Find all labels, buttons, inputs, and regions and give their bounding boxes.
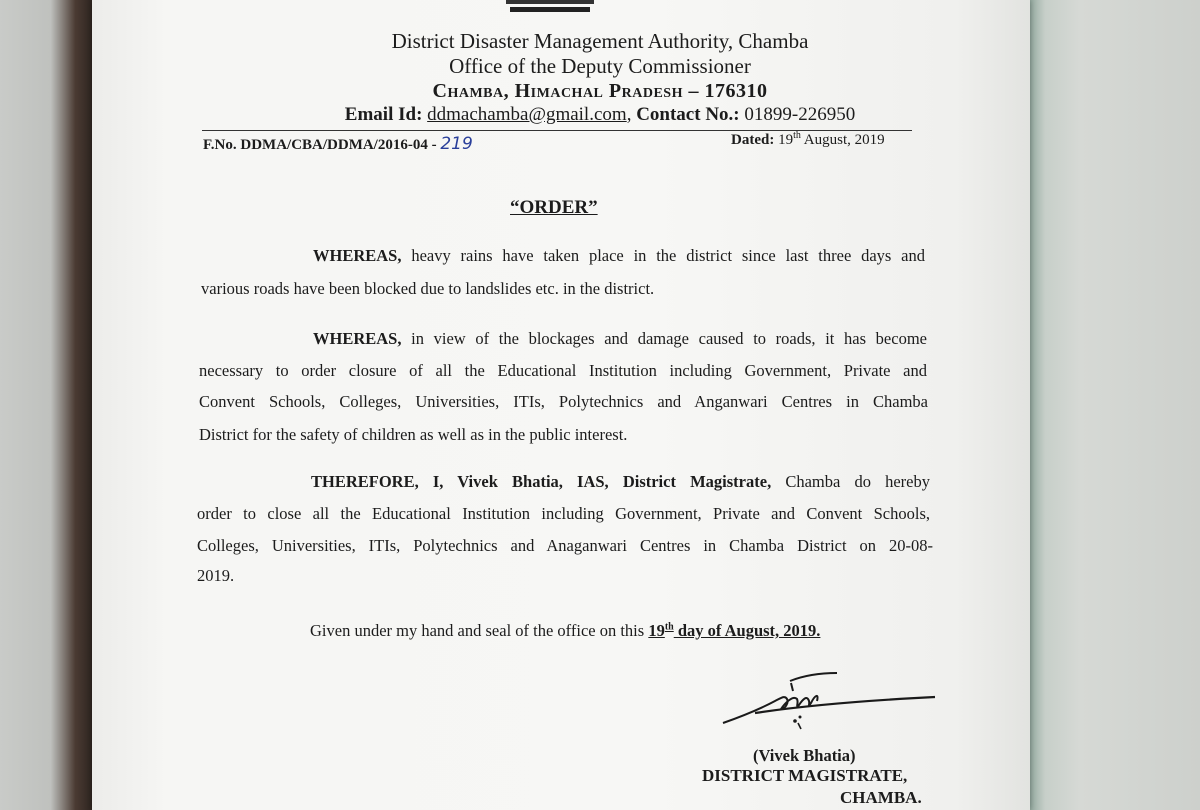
contact-line: [0, 104, 1200, 126]
given-day: 19: [648, 621, 665, 640]
header-divider: [202, 130, 912, 131]
dated-suffix: th: [793, 130, 801, 141]
paragraph-1-line-2: various roads have been blocked due to landslides etc. in the district.: [201, 279, 655, 298]
email-label: Email Id:: [344, 104, 423, 125]
paragraph-3-line-4: 2019.: [197, 566, 235, 585]
given-under-hand: [310, 621, 820, 641]
email-link[interactable]: ddmachamba@gmail.com: [427, 104, 627, 125]
whereas-label: WHEREAS,: [313, 329, 402, 348]
office-address: Chamba, Himachal Pradesh – 176310: [432, 80, 768, 102]
signatory-designation: DISTRICT MAGISTRATE,: [702, 766, 908, 785]
order-title: “ORDER”: [510, 197, 598, 218]
emblem-icon: [506, 0, 594, 14]
paragraph-text: in view of the blockages and damage caused to roads, it has become: [411, 329, 927, 348]
given-text: Given under my hand and seal of the office on this: [310, 621, 649, 640]
paragraph-2-line-3: Convent Schools, Colleges, Universities, ITIs, Polytechnics and Anganwari Centres in Chamba: [199, 392, 928, 411]
paragraph-3-line-2: order to close all the Educational Institution including Government, Private and Convent Schools,: [197, 504, 930, 523]
paragraph-text: heavy rains have taken place in the district since last three days and: [411, 246, 925, 265]
given-rest: day of August, 2019.: [673, 621, 821, 640]
paragraph-3-line-1: [311, 472, 930, 492]
paragraph-2-line-4: District for the safety of children as well as in the public interest.: [199, 425, 628, 444]
dated-label: Dated:: [731, 132, 775, 148]
dated-day: 19: [778, 132, 794, 148]
signatory-name: (Vivek Bhatia): [753, 746, 856, 765]
file-number-text: F.No. DDMA/CBA/DDMA/2016-04 -: [203, 137, 441, 153]
office-name: Office of the Deputy Commissioner: [449, 54, 751, 78]
paragraph-text: Chamba do hereby: [785, 472, 930, 491]
dated-rest: August, 2019: [803, 132, 885, 148]
contact-number: 01899-226950: [744, 104, 856, 125]
therefore-label: THEREFORE, I, Vivek Bhatia, IAS, District Magistrate,: [311, 472, 772, 491]
given-suffix: th: [664, 621, 674, 633]
signature-icon: [715, 665, 940, 735]
paragraph-1-line-1: [313, 246, 925, 266]
date-line: [731, 132, 885, 149]
paragraph-2-line-1: [313, 329, 927, 349]
paragraph-2-line-2: necessary to order closure of all the Educational Institution including Government, Private and: [199, 361, 927, 380]
paragraph-3-line-3: Colleges, Universities, ITIs, Polytechnics and Anaganwari Centres in Chamba District on 20-08-: [197, 536, 933, 555]
separator: ,: [626, 104, 632, 125]
signatory-place: CHAMBA.: [840, 788, 922, 807]
file-number-handwritten: 219: [440, 134, 473, 154]
file-number: [203, 134, 473, 154]
contact-label: Contact No.:: [636, 104, 740, 125]
authority-name: District Disaster Management Authority, Chamba: [391, 29, 809, 53]
whereas-label: WHEREAS,: [313, 246, 402, 265]
